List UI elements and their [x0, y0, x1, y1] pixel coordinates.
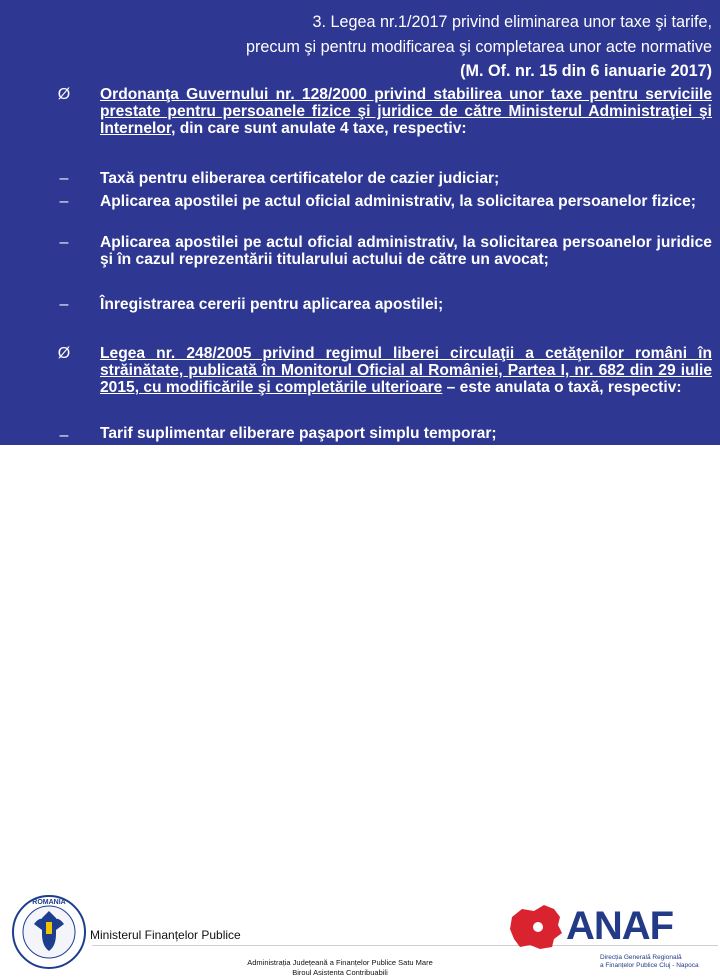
romania-map-icon [508, 903, 564, 953]
list-item: Taxă pentru eliberarea certificatelor de cazier judiciar; [100, 170, 500, 187]
section1-title-rest: , din care sunt anulate 4 taxe, respectiv: [171, 120, 467, 137]
header-line-1: 3. Legea nr.1/2017 privind eliminarea unor taxe şi tarife, [312, 13, 712, 31]
arrow-bullet-icon: Ø [57, 86, 71, 103]
dash-bullet-icon: – [59, 427, 69, 444]
footer [0, 445, 720, 977]
dash-bullet-icon: – [59, 234, 69, 251]
dash-bullet-icon: – [59, 170, 69, 187]
list-item: Aplicarea apostilei pe actul oficial administrativ, la solicitarea persoanelor juridice şi în cazul reprezentării titularului actului de către un avocat; [100, 234, 712, 268]
section2-title-link: Legea nr. 248/2005 privind regimul liberei circulaţii a cetăţenilor români în străinătate, publicată în Monitorul Oficial al României, Partea I, nr. 682 din 29 iulie 2015, cu modificările şi completările ulterioare [100, 345, 712, 396]
romania-seal-icon [10, 894, 88, 970]
ministry-name: Ministerul Finanțelor Publice [90, 928, 241, 942]
anaf-subtitle-1: Direcția Generală Regională [600, 954, 682, 961]
office-line-1: Administrația Județeană a Finanțelor Publice Satu Mare [247, 958, 433, 967]
list-item: Înregistrarea cererii pentru aplicarea apostilei; [100, 296, 444, 313]
list-item: Aplicarea apostilei pe actul oficial administrativ, la solicitarea persoanelor fizice; [100, 193, 696, 210]
header-line-3: (M. Of. nr. 15 din 6 ianuarie 2017) [460, 62, 712, 80]
office-line-2: Biroul Asistenta Contribuabili [292, 968, 388, 977]
slide-content [0, 0, 720, 445]
section2-title [100, 345, 712, 396]
anaf-subtitle-2: a Finanțelor Publice Cluj - Napoca [600, 962, 699, 969]
dash-bullet-icon: – [59, 193, 69, 210]
section2-title-rest: – este anulata o taxă, respectiv: [442, 379, 682, 396]
svg-text:ROMANIA: ROMANIA [32, 899, 66, 906]
list-item: Tarif suplimentar eliberare paşaport simplu temporar; [100, 425, 497, 442]
header-line-2: precum şi pentru modificarea şi completarea unor acte normative [245, 38, 712, 56]
anaf-logo: ANAF [566, 904, 674, 948]
section1-title [100, 86, 712, 137]
dash-bullet-icon: – [59, 296, 69, 313]
arrow-bullet-icon: Ø [57, 345, 71, 362]
section1-title-link: Ordonanţa Guvernului nr. 128/2000 privind stabilirea unor taxe pentru serviciile prestate pentru persoanele fizice şi juridice de către Ministerul Administraţiei şi Internelor [100, 86, 712, 137]
